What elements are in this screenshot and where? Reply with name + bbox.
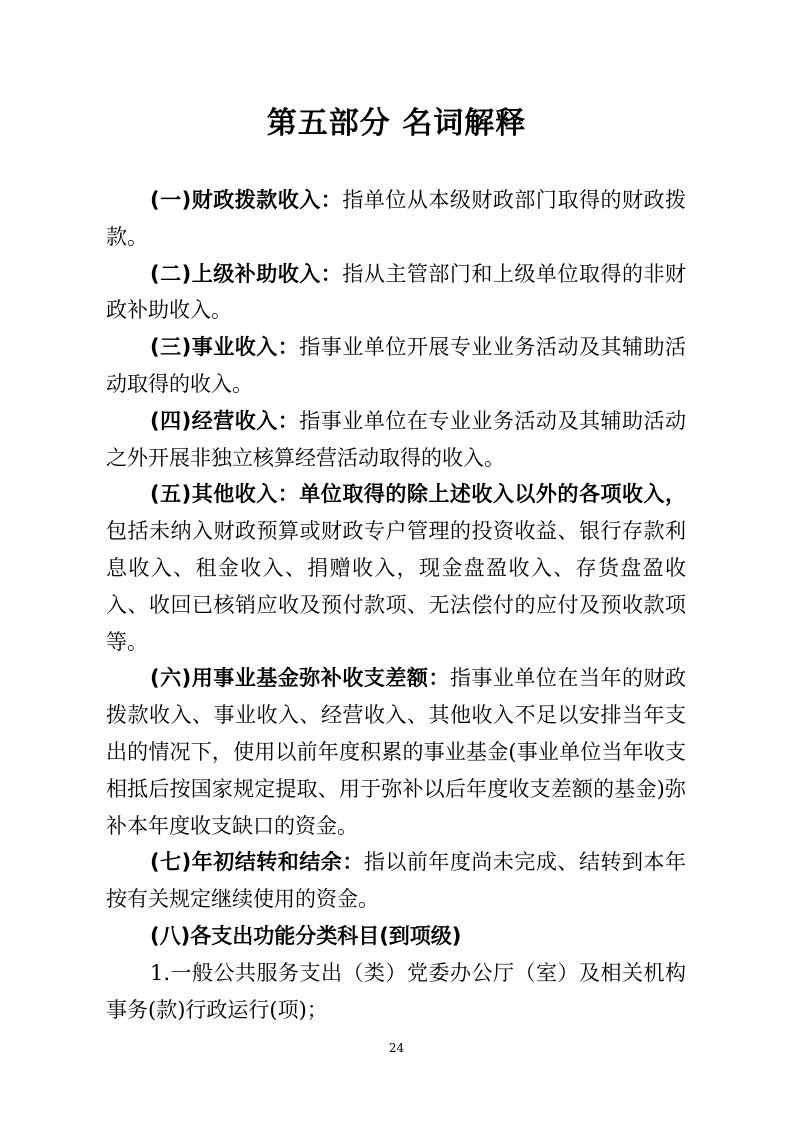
page-title: 第五部分 名词解释: [266, 106, 527, 141]
glossary-desc: 指以前年度尚未完成、结转到本年按有关规定继续使用的资金。: [106, 850, 686, 912]
glossary-desc: 指事业单位在专业业务活动及其辅助活动之外开展非独立核算经营活动取得的收入。: [106, 408, 686, 470]
glossary-desc: 包括未纳入财政预算或财政专户管理的投资收益、银行存款利息收入、租金收入、捐赠收入，现金盘盈收入、存货盘盈收入、收回已核销应收及预付款项、无法偿付的应付及预收款项等。: [106, 519, 686, 654]
glossary-desc: 指事业单位在当年的财政拨款收入、事业收入、经营收入、其他收入不足以安排当年支出的情况下，使用以前年度积累的事业基金(事业单位当年收支相抵后按国家规定提取、用于弥补以后年度收支差额的基金)弥补本年度收支缺口的资金。: [106, 666, 686, 838]
glossary-term: (一)财政拨款收入：: [150, 188, 343, 212]
glossary-sub-item: 1.一般公共服务支出（类）党委办公厅（室）及相关机构事务(款)行政运行(项)；: [106, 960, 686, 1022]
glossary-item: [106, 329, 686, 403]
glossary-desc: 指单位从本级财政部门取得的财政拨款。: [106, 188, 687, 249]
glossary-content: [106, 182, 686, 1028]
page-number: 24: [388, 1041, 405, 1055]
glossary-term: (三)事业收入：: [150, 335, 300, 360]
glossary-item: [106, 660, 686, 844]
glossary-item: [106, 182, 686, 256]
glossary-desc: 指事业单位开展专业业务活动及其辅助活动取得的收入。: [106, 335, 686, 396]
glossary-item: [106, 476, 686, 660]
glossary-item: [106, 844, 686, 918]
glossary-term: (六)用事业基金弥补收支差额：: [150, 666, 450, 691]
glossary-term: (五)其他收入：单位取得的除上述收入以外的各项收入，: [150, 482, 686, 507]
glossary-desc: 指从主管部门和上级单位取得的非财政补助收入。: [106, 261, 687, 323]
glossary-heading: [106, 918, 686, 955]
glossary-term: (七)年初结转和结余：: [150, 850, 364, 875]
glossary-item: [106, 403, 686, 477]
glossary-term: (八)各支出功能分类科目(到项级): [150, 923, 462, 948]
glossary-item: [106, 256, 686, 330]
glossary-term: (四)经营收入：: [150, 408, 300, 433]
glossary-term: (二)上级补助收入：: [150, 261, 343, 286]
